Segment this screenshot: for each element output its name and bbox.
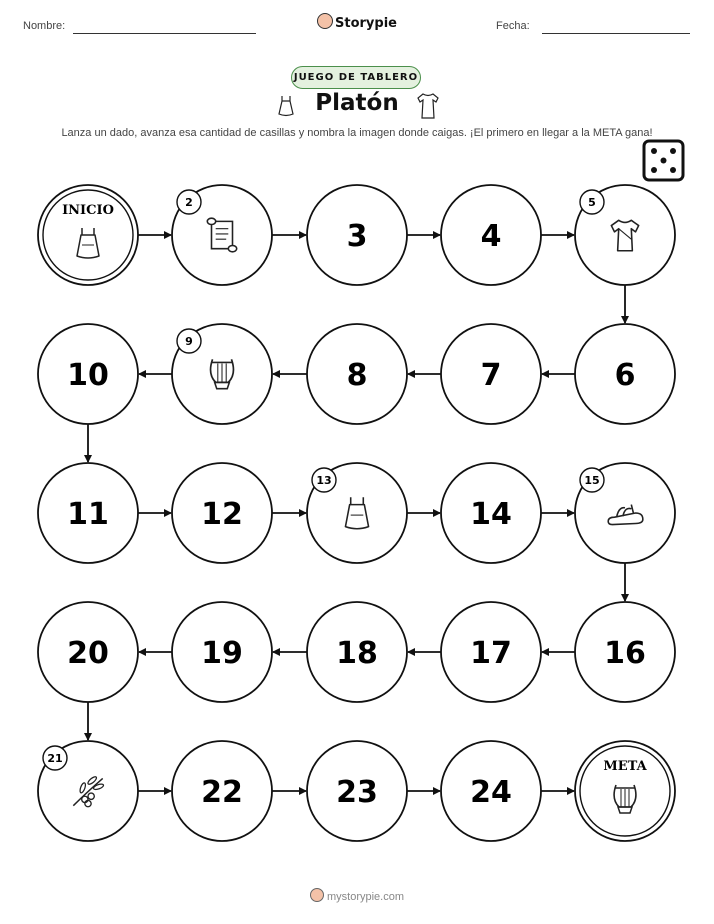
board-cell-17[interactable]	[441, 602, 541, 702]
board-cell-12[interactable]	[172, 463, 272, 563]
cell-number: 19	[201, 636, 243, 671]
board-cell-9[interactable]	[172, 324, 272, 424]
footer	[0, 888, 714, 903]
cell-number: 20	[67, 636, 109, 671]
board-cell-19[interactable]	[172, 602, 272, 702]
board-cell-5[interactable]	[575, 185, 675, 285]
cell-number: 14	[470, 497, 512, 532]
name-label: Nombre:	[23, 20, 66, 32]
cell-badge-number: 15	[584, 474, 600, 487]
cell-number: 10	[67, 358, 109, 393]
cell-number: 17	[470, 636, 512, 671]
board-cell-22[interactable]	[172, 741, 272, 841]
date-label: Fecha:	[496, 20, 530, 32]
cell-number: 23	[336, 775, 378, 810]
board-cell-14[interactable]	[441, 463, 541, 563]
board-cell-3[interactable]	[307, 185, 407, 285]
instructions: Lanza un dado, avanza esa cantidad de casillas y nombra la imagen donde caigas. ¡El primero en llegar a la META gana!	[61, 127, 653, 139]
board-cell-13[interactable]	[307, 463, 407, 563]
board-cell-18[interactable]	[307, 602, 407, 702]
cell-badge-number: 21	[47, 752, 63, 765]
board-cell-23[interactable]	[307, 741, 407, 841]
board-cell-6[interactable]	[575, 324, 675, 424]
cell-badge-number: 13	[316, 474, 332, 487]
cell-number: 7	[480, 358, 502, 393]
board-cell-8[interactable]	[307, 324, 407, 424]
cell-number: 16	[604, 636, 646, 671]
board-cell-20[interactable]	[38, 602, 138, 702]
page-title: Platón	[315, 90, 399, 116]
board-cell-1[interactable]	[38, 185, 138, 285]
start-label: INICIO	[62, 203, 114, 218]
board-cell-24[interactable]	[441, 741, 541, 841]
board-cell-15[interactable]	[575, 463, 675, 563]
cell-badge-number: 5	[588, 196, 596, 209]
cell-number: 3	[346, 219, 368, 254]
cell-number: 18	[336, 636, 378, 671]
board-cell-16[interactable]	[575, 602, 675, 702]
board-cell-10[interactable]	[38, 324, 138, 424]
board-cell-25[interactable]	[575, 741, 675, 841]
cell-badge-number: 2	[185, 196, 193, 209]
brand-name: Storypie	[335, 16, 397, 31]
board-cell-11[interactable]	[38, 463, 138, 563]
board-cell-4[interactable]	[441, 185, 541, 285]
cell-number: 6	[614, 358, 636, 393]
cell-number: 8	[346, 358, 368, 393]
board-cell-7[interactable]	[441, 324, 541, 424]
cell-badge-number: 9	[185, 335, 193, 348]
cell-number: 11	[67, 497, 109, 532]
board-cell-2[interactable]	[172, 185, 272, 285]
dice-icon	[644, 141, 683, 180]
cell-number: 24	[470, 775, 512, 810]
finish-label: META	[603, 759, 647, 774]
cell-number: 12	[201, 497, 243, 532]
cell-number: 4	[480, 219, 502, 254]
board-cell-21[interactable]	[38, 741, 138, 841]
footer-url[interactable]: mystorypie.com	[326, 891, 405, 903]
category-pill: JUEGO DE TABLERO	[291, 66, 421, 89]
cell-number: 22	[201, 775, 243, 810]
bear-icon	[310, 888, 324, 902]
